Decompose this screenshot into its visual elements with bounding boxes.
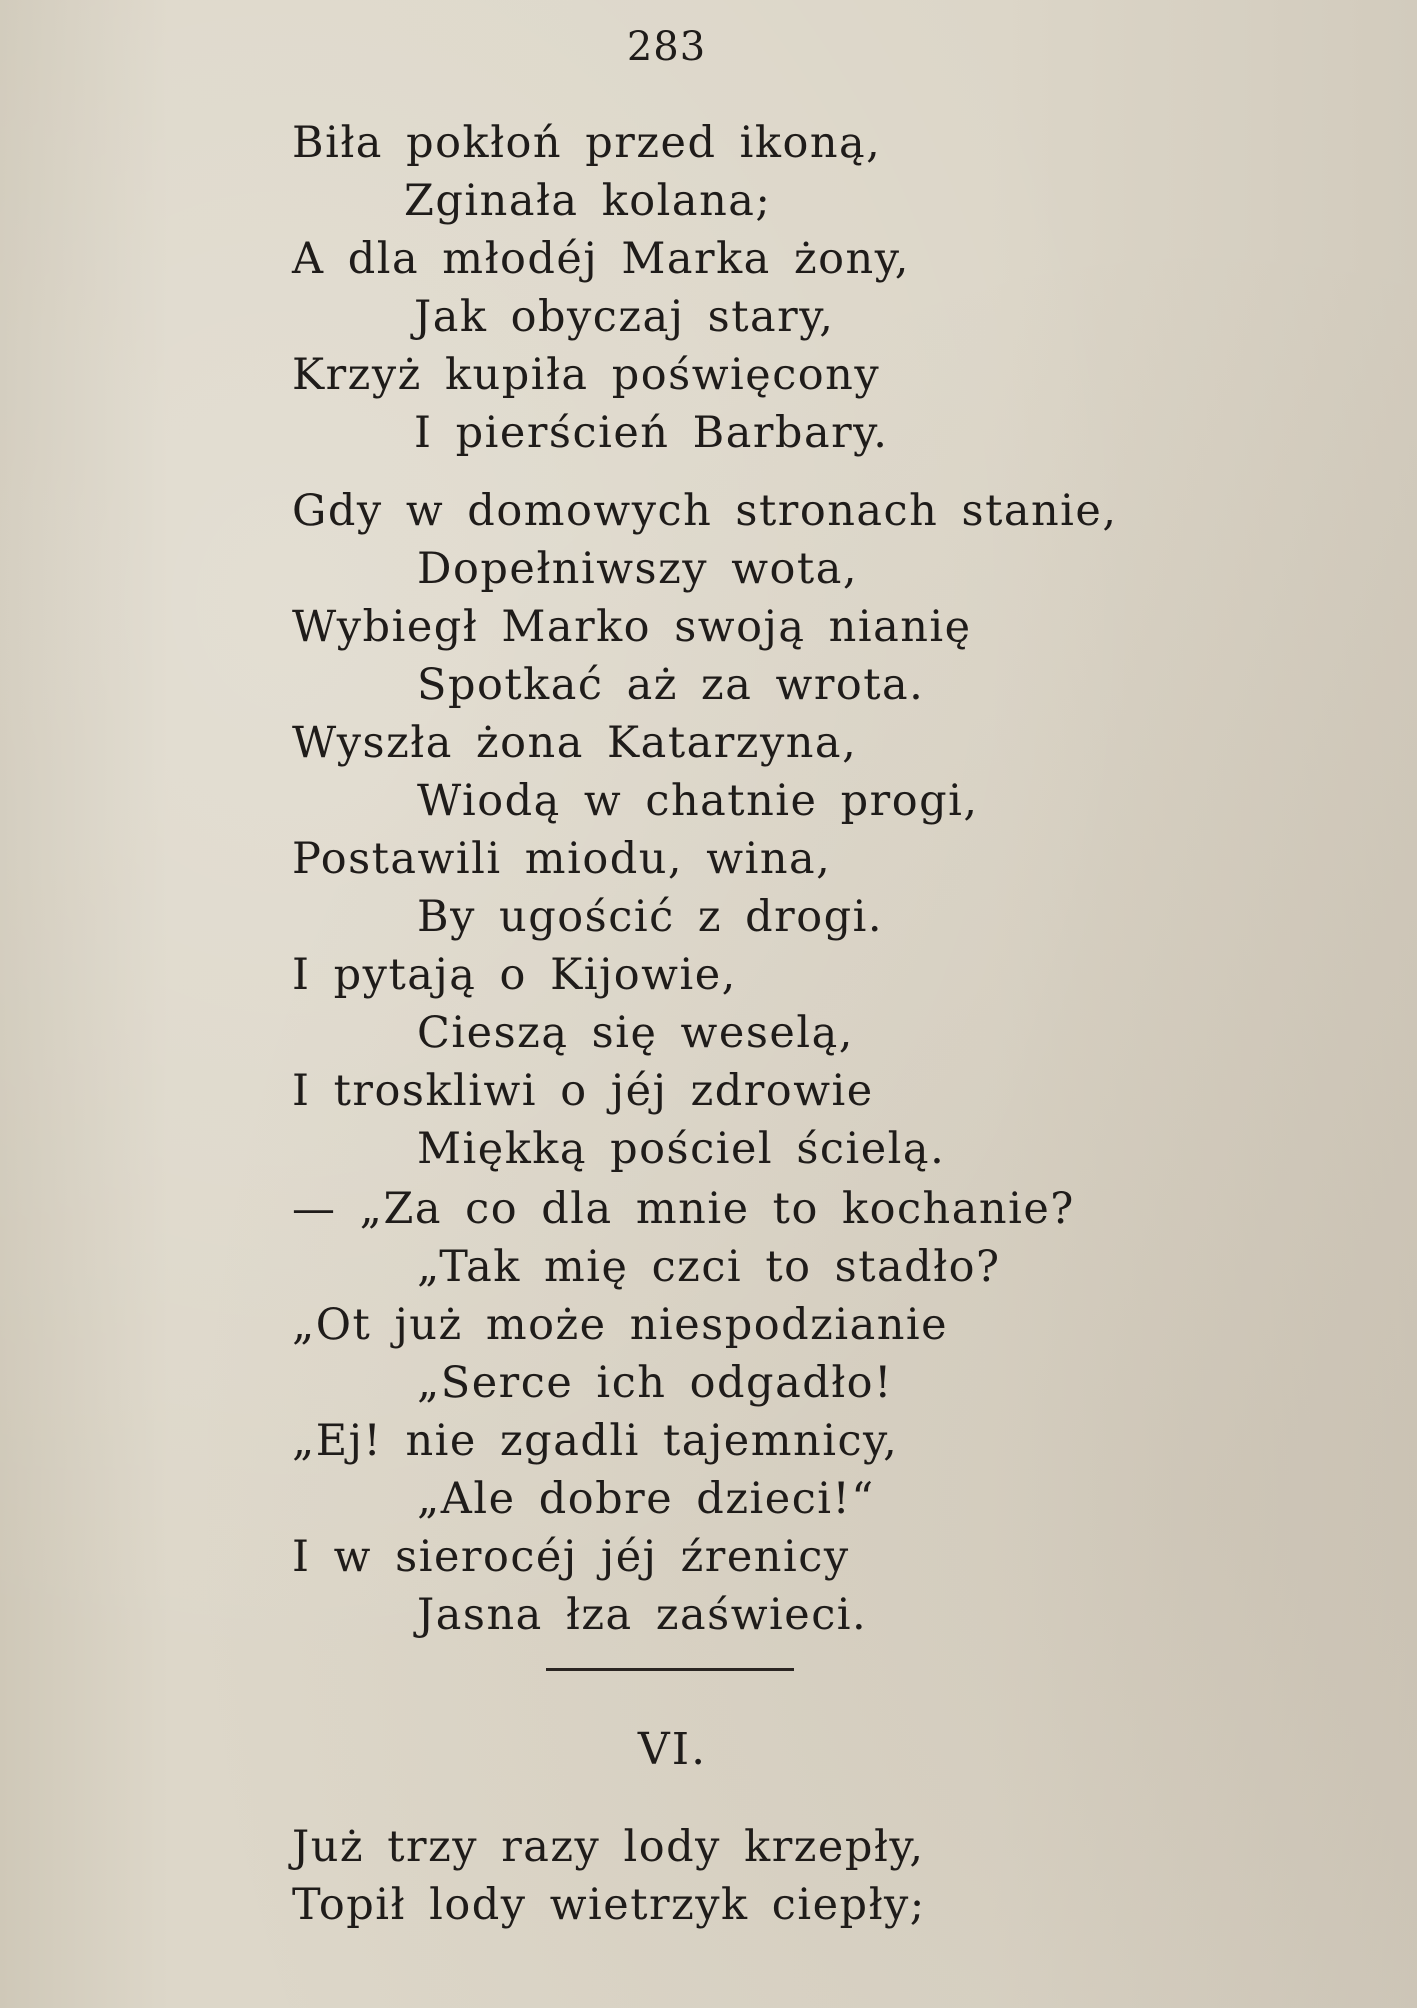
verse-line: I w sierocéj jéj źrenicy (292, 1532, 850, 1582)
stanza-section-vi (292, 1818, 1192, 1934)
verse-line: Biła pokłoń przed ikoną, (292, 118, 882, 168)
verse-line: I pytają o Kijowie, (292, 950, 737, 1000)
verse-line: „Ot już może niespodzianie (292, 1300, 949, 1350)
verse-line: By ugościć z drogi. (417, 892, 884, 942)
verse-line: Wiodą w chatnie progi, (417, 776, 979, 826)
verse-line: Jasna łza zaświeci. (417, 1590, 868, 1640)
verse-line: Spotkać aż za wrota. (417, 660, 925, 710)
verse-line: Wybiegł Marko swoją nianię (292, 602, 972, 652)
verse-line: I pierścień Barbary. (414, 408, 889, 458)
stanza-1 (292, 114, 1192, 462)
verse-line: Jak obyczaj stary, (414, 292, 835, 342)
section-divider (546, 1668, 794, 1671)
verse-line: Topił lody wietrzyk ciepły; (292, 1880, 926, 1930)
stanza-2 (292, 482, 1192, 1178)
section-title: VI. (637, 1724, 708, 1775)
verse-line: Miękką pościel ścielą. (417, 1124, 946, 1174)
verse-line: „Ej! nie zgadli tajemnicy, (292, 1416, 899, 1466)
verse-line: Już trzy razy lody krzepły, (292, 1822, 925, 1872)
verse-line: Krzyż kupiła poświęcony (292, 350, 881, 400)
verse-line: „Tak mię czci to stadło? (417, 1242, 1001, 1292)
verse-line: Gdy w domowych stronach stanie, (292, 486, 1118, 536)
stanza-3 (292, 1180, 1192, 1644)
verse-line: I troskliwi o jéj zdrowie (292, 1066, 874, 1116)
verse-line: Postawili miodu, wina, (292, 834, 832, 884)
verse-line: „Ale dobre dzieci!“ (417, 1474, 875, 1524)
page-number: 283 (626, 24, 707, 70)
verse-line: Wyszła żona Katarzyna, (292, 718, 858, 768)
verse-line: Zginała kolana; (404, 176, 772, 226)
verse-line: A dla młodéj Marka żony, (292, 234, 910, 284)
verse-line: Dopełniwszy wota, (417, 544, 858, 594)
verse-line: — „Za co dla mnie to kochanie? (292, 1184, 1075, 1234)
verse-line: „Serce ich odgadło! (417, 1358, 893, 1408)
verse-line: Cieszą się weselą, (417, 1008, 854, 1058)
